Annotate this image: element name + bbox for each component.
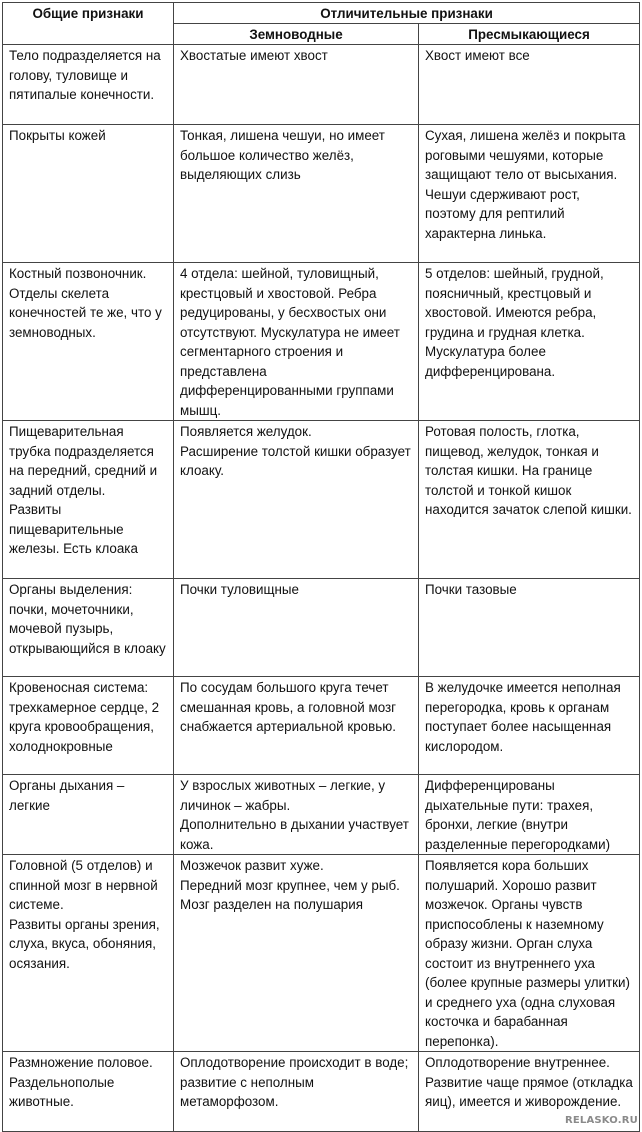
cell-amphibians: Появляется желудок. Расширение толстой кишки образует клоаку. [174,421,419,579]
cell-reptiles: Хвост имеют все [419,45,640,125]
header-common-features: Общие признаки [3,3,174,45]
cell-reptiles: Дифференцированы дыхательные пути: трахея, бронхи, легкие (внутри разделенные перегородками) [419,775,640,855]
cell-amphibians: Почки туловищные [174,579,419,677]
cell-reptiles: 5 отделов: шейный, грудной, поясничный, крестцовый и хвостовой. Имеются ребра, грудина и грудная клетка. Мускулатура более дифференцирована. [419,263,640,421]
cell-amphibians: 4 отдела: шейной, туловищный, крестцовый и хвостовой. Ребра редуцированы, у бесхвостых они отсутствуют. Мускулатура не имеет сегментарного строения и представлена дифференцированными группами мышц. [174,263,419,421]
cell-amphibians: Тонкая, лишена чешуи, но имеет большое количество желёз, выделяющих слизь [174,125,419,263]
cell-common: Головной (5 отделов) и спинной мозг в нервной системе. Развиты органы зрения, слуха, вкуса, обоняния, осязания. [3,855,174,1052]
table-row [3,45,640,125]
cell-amphibians: По сосудам большого круга течет смешанная кровь, а головной мозг снабжается артериальной кровью. [174,677,419,775]
cell-common: Кровеносная система: трехкамерное сердце, 2 круга кровообращения, холоднокровные [3,677,174,775]
comparison-table [2,2,640,1132]
cell-reptiles: Сухая, лишена желёз и покрыта роговыми чешуями, которые защищают тело от высыхания. Чешуи сдерживают рост, поэтому для рептилий характерна линька. [419,125,640,263]
table-row [3,677,640,775]
header-distinctive-features: Отличительные признаки [174,3,640,24]
cell-reptiles: Оплодотворение внутреннее. Развитие чаще прямое (откладка яиц), имеется и живорождение. [419,1052,640,1132]
table-row [3,125,640,263]
cell-amphibians: Хвостатые имеют хвост [174,45,419,125]
cell-common: Органы дыхания – легкие [3,775,174,855]
cell-amphibians: У взрослых животных – легкие, у личинок – жабры. Дополнительно в дыхании участвует кожа. [174,775,419,855]
table-row [3,421,640,579]
cell-reptiles: Почки тазовые [419,579,640,677]
cell-amphibians: Мозжечок развит хуже. Передний мозг крупнее, чем у рыб. Мозг разделен на полушария [174,855,419,1052]
table-row [3,775,640,855]
cell-reptiles: Появляется кора больших полушарий. Хорошо развит мозжечок. Органы чувств приспособлены к наземному образу жизни. Орган слуха состоит из внутреннего уха (более крупные размеры улитки) и среднего уха (одна слуховая косточка и барабанная перепонка). [419,855,640,1052]
header-reptiles: Пресмыкающиеся [419,24,640,45]
cell-amphibians: Оплодотворение происходит в воде; развитие с неполным метаморфозом. [174,1052,419,1132]
header-amphibians: Земноводные [174,24,419,45]
cell-reptiles: Ротовая полость, глотка, пищевод, желудок, тонкая и толстая кишки. На границе толстой и тонкой кишок находится зачаток слепой кишки. [419,421,640,579]
table-row [3,579,640,677]
site-watermark: RELASKO.RU [564,1115,638,1126]
cell-common: Размножение половое. Раздельнополые животные. [3,1052,174,1132]
cell-common: Покрыты кожей [3,125,174,263]
table-row [3,263,640,421]
table-row [3,855,640,1052]
cell-common: Пищеварительная трубка подразделяется на передний, средний и задний отделы. Развиты пищеварительные железы. Есть клоака [3,421,174,579]
cell-common: Костный позвоночник. Отделы скелета конечностей те же, что у земноводных. [3,263,174,421]
cell-common: Тело подразделяется на голову, туловище и пятипалые конечности. [3,45,174,125]
table-row [3,1052,640,1132]
cell-common: Органы выделения: почки, мочеточники, мочевой пузырь, открывающийся в клоаку [3,579,174,677]
cell-reptiles: В желудочке имеется неполная перегородка, кровь к органам поступает более насыщенная кислородом. [419,677,640,775]
